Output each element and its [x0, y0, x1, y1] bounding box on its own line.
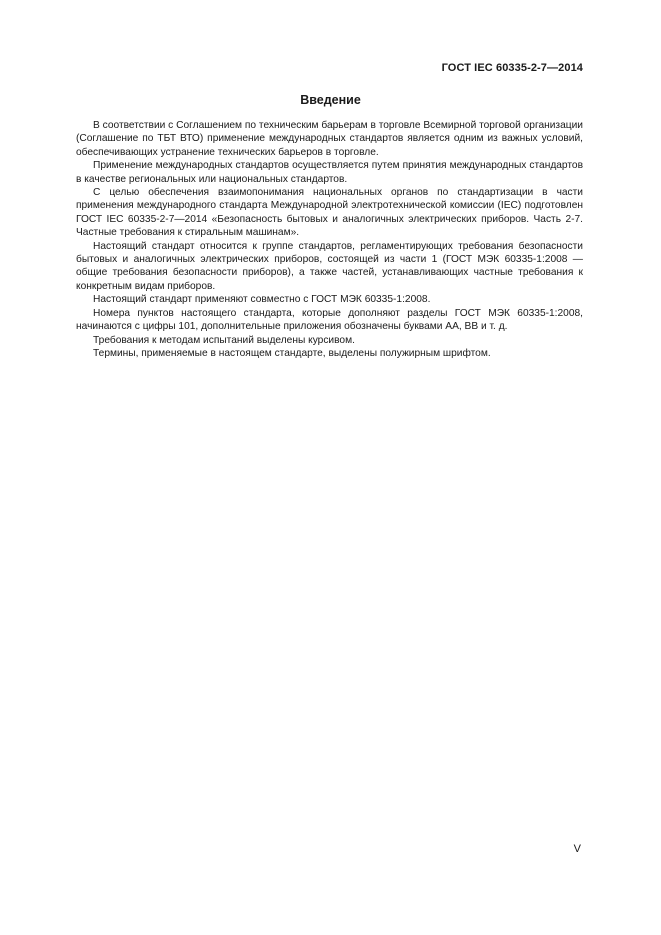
paragraph: Термины, применяемые в настоящем стандарте, выделены полужирным шрифтом. [93, 347, 491, 359]
paragraph: Настоящий стандарт применяют совместно с ГОСТ МЭК 60335-1:2008. [93, 294, 431, 306]
paragraph: Применение международных стандартов осуществляется путем принятия международных стандартов в качестве региональных или национальных стандартов. [76, 160, 583, 185]
paragraph: С целью обеспечения взаимопонимания национальных органов по стандартизации в части применения международного стандарта Международной электротехнической комиссии (IEC) подготовлен ГОСТ IEC 60335-2-7—2014 «Безопасность бытовых и аналогичных электрических приборов. Часть 2-7. Частные требования к стиральным машинам». [76, 187, 583, 239]
paragraph: Настоящий стандарт относится к группе стандартов, регламентирующих требования безопасности бытовых и аналогичных электрических приборов, состоящей из части 1 (ГОСТ МЭК 60335-1:2008 — общие требования безопасности приборов), а также частей, устанавливающих частные требования к конкретным видам приборов. [76, 240, 583, 292]
paragraph: В соответствии с Соглашением по техническим барьерам в торговле Всемирной торговой организации (Соглашение по ТБТ ВТО) применение международных стандартов является одним из важных условий, обеспечивающих устранение технических барьеров в торговле. [76, 120, 583, 158]
section-title: Введение [300, 93, 361, 107]
paragraph: Требования к методам испытаний выделены курсивом. [93, 334, 355, 346]
page-number: V [573, 843, 581, 855]
introduction-body [76, 119, 583, 360]
standard-code-header: ГОСТ IEC 60335-2-7—2014 [441, 62, 583, 74]
paragraph: Номера пунктов настоящего стандарта, которые дополняют разделы ГОСТ МЭК 60335-1:2008, начинаются с цифры 101, дополнительные приложения обозначены буквами АА, ВВ и т. д. [76, 307, 583, 333]
